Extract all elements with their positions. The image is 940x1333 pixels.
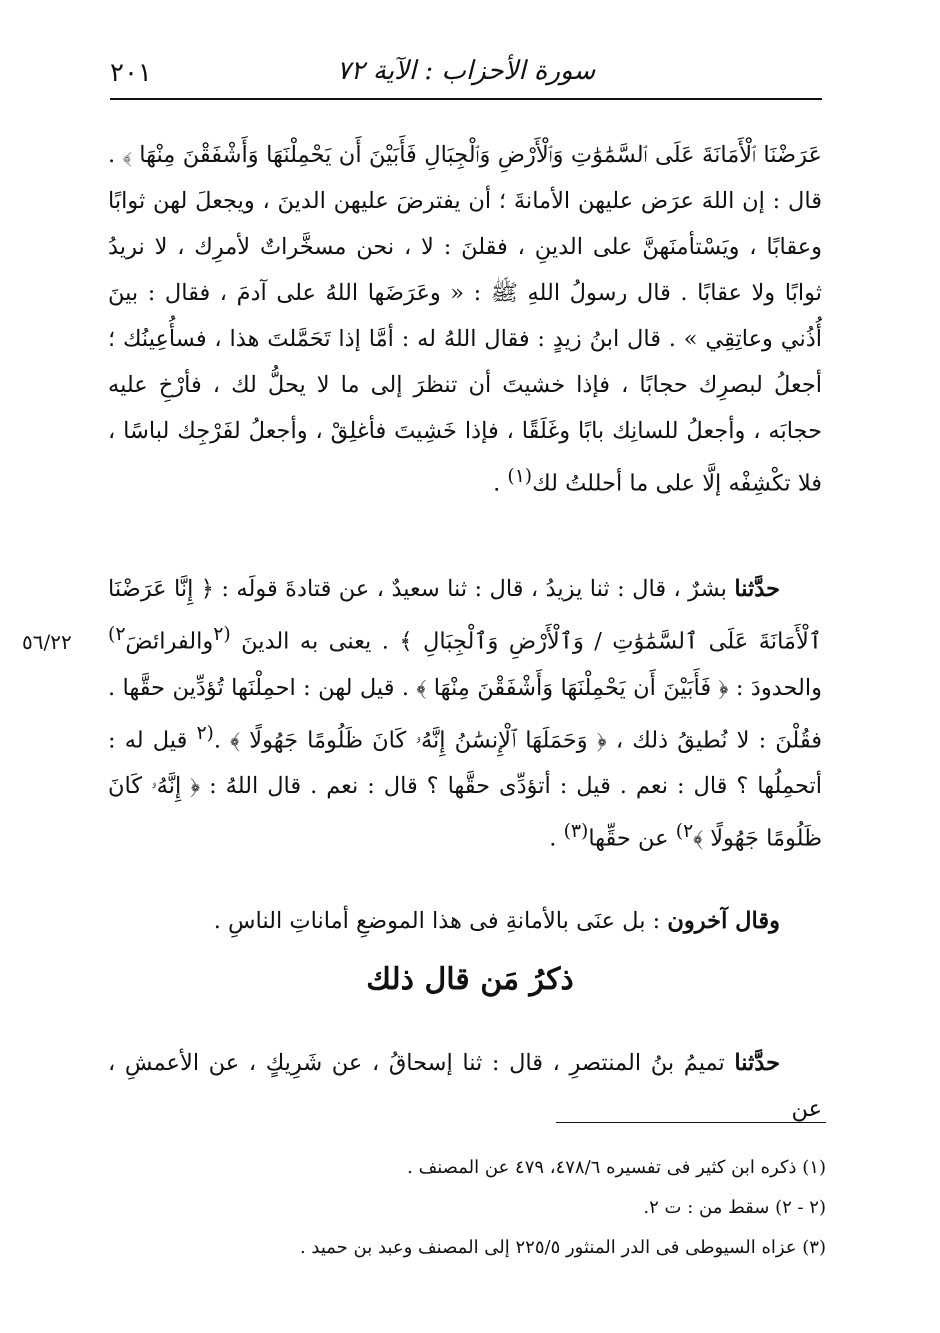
paragraph-2-part-b: والفرائضَ xyxy=(125,628,214,655)
footnote-ref-2b-open: (٢ xyxy=(196,722,214,744)
footnote-ref-2-open: (٢ xyxy=(213,624,231,645)
footnote-3: (٣) عزاه السيوطى فى الدر المنثور ٢٢٥/٥ إلى المصنف وعبد بن حميد . xyxy=(299,1237,826,1258)
page-header xyxy=(110,48,822,100)
paragraph-4-text: تميمُ بنُ المنتصرِ ، قال : ثنا إسحاقُ ، عن شَرِيكٍ ، عن الأعمشِ ، عن xyxy=(108,1050,822,1122)
footnote-ref-2-close: ٢) xyxy=(108,624,126,645)
footnote-ref-3: (٣) xyxy=(563,821,589,842)
paragraph-4-lead: حدَّثنا xyxy=(734,1050,780,1076)
paragraph-2-part-a: بشرٌ ، قال : ثنا يزيدُ ، قال : ثنا سعيدٌ ، عن قتادةَ قولَه : ﴿ إِنَّا عَرَضْنَا ٱلْأَمَانَةَ عَلَى ٱلسَّمَٰوَٰتِ / وَٱلْأَرْضِ وَٱلْجِبَالِ ﴾ . يعنى به الدينَ xyxy=(108,576,822,655)
footnote-ref-2b-close: ٢) xyxy=(675,821,694,842)
paragraph-2-lead: حدَّثنا xyxy=(734,576,780,602)
running-title: سورة الأحزاب : الآية ٧٢ xyxy=(336,56,596,86)
paragraph-2 xyxy=(108,566,822,862)
footnote-1: (١) ذكره ابن كثير فى تفسيره ٤٧٨/٦، ٤٧٩ عن المصنف . xyxy=(407,1157,826,1178)
paragraph-4 xyxy=(108,1040,822,1132)
paragraph-3 xyxy=(108,898,822,944)
margin-reference: ٥٦/٢٢ xyxy=(22,630,72,654)
paragraph-1-text: عَرَضْنَا ٱلْأَمَانَةَ عَلَى ٱلسَّمَٰوَٰتِ وَٱلْأَرْضِ وَٱلْجِبَالِ فَأَبَيْنَ أَن يَحْمِلْنَهَا وَأَشْفَقْنَ مِنْهَا ﴾ . قال : إن اللهَ عرَض عليهن الأمانةَ ؛ أن يفترضَ عليهن الدينَ ، ويجعلَ لهن ثوابًا وعقابًا ، ويَسْتأمنَهنَّ على الدينِ ، فقلنَ : لا ، نحن مسخَّراتٌ لأمرِك ، لا نريدُ ثوابًا ولا عقابًا . قال رسولُ اللهِ ﷺ : « وعَرَضَها اللهُ على آدمَ ، فقال : بينَ أُذُني وعاتِقِي » . قال ابنُ زيدٍ : فقال اللهُ له : أمَّا إذا تَحَمَّلتَ هذا ، فسأُعِينُك ؛ أجعلُ لبصرِك حجابًا ، فإذا خشيتَ أن تنظرَ إلى ما لا يحلُّ لك ، فأرْخِ عليه حجابَه ، وأجعلُ للسانِك بابًا وغَلَقًا ، فإذا خَشِيتَ فأغلِقْ ، وأجعلُ لفَرْجِك لباسًا ، فلا تكْشِفْه إلَّا على ما أحللتُ لك xyxy=(108,142,822,497)
paragraph-1-end: . xyxy=(493,470,508,497)
footnotes xyxy=(108,1148,826,1268)
section-heading: ذكرُ مَن قال ذلك xyxy=(366,962,574,997)
paragraph-2-end: . xyxy=(549,825,564,852)
paragraph-2-part-d: قيل له : أتحمِلُها ؟ قال : نعم . قيل : أتؤدِّى حقَّها ؟ قال : نعم . قال اللهُ : ﴿ إِنَّهُۥ كَانَ ظَلُومًا جَهُولًا ﴾ xyxy=(108,727,822,852)
paragraph-3-lead: وقال آخرون xyxy=(667,908,780,934)
footnote-ref-1: (١) xyxy=(507,466,533,487)
paragraph-2-part-c: والحدودَ : ﴿ فَأَبَيْنَ أَن يَحْمِلْنَهَا وَأَشْفَقْنَ مِنْهَا ﴾ . قيل لهن : احمِلْنَها تُؤدِّين حقَّها . فقُلْنَ : لا نُطيقُ ذلك ، ﴿ وَحَمَلَهَا ٱلْإِنسَٰنُ إِنَّهُۥ كَانَ ظَلُومًا جَهُولًا ﴾ . xyxy=(108,674,822,753)
paragraph-3-text: : بل عنَى بالأمانةِ فى هذا الموضعِ أماناتِ الناسِ . xyxy=(213,908,668,934)
footnote-2: (٢ - ٢) سقط من : ت ٢. xyxy=(643,1197,826,1218)
paragraph-1 xyxy=(108,132,822,507)
page-number: ٢٠١ xyxy=(110,58,152,88)
paragraph-2-part-e: عن حقِّها xyxy=(588,825,676,852)
footnote-divider xyxy=(556,1122,826,1123)
